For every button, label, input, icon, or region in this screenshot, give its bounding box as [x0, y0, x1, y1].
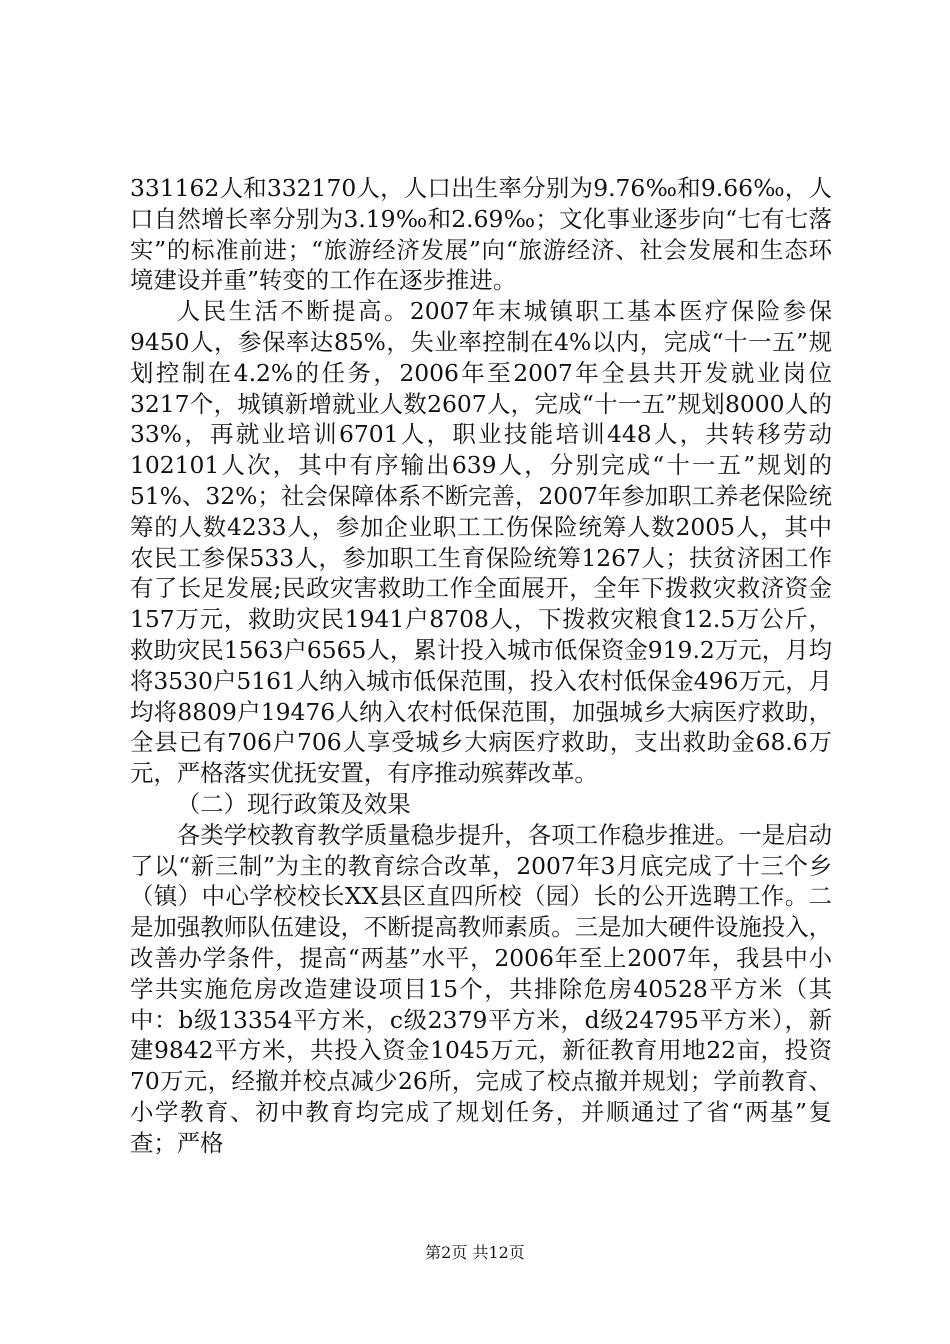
paragraph-population: 331162人和332170人，人口出生率分别为9.76‰和9.66‰，人口自然增长率分别为3.19‰和2.69‰；文化事业逐步向“七有七落实”的标准前进；“旅游经济发展”向“旅游经济、社会发展和生态环境建设并重”转变的工作在逐步推进。 — [130, 174, 832, 295]
page-number-label: 第2页 共12页 — [425, 1243, 525, 1262]
paragraph-living-standards: 人民生活不断提高。2007年末城镇职工基本医疗保险参保9450人，参保率达85%，失业率控制在4%以内，完成“十一五”规划控制在4.2%的任务，2006年至2007年全县共开发就业岗位3217个，城镇新增就业人数2607人，完成“十一五”规划8000人的33%，再就业培训6701人，职业技能培训448人，共转移劳动102101人次，其中有序输出639人，分别完成“十一五”规划的51%、32%；社会保障体系不断完善，2007年参加职工养老保险统筹的人数4233人，参加企业职工工伤保险统筹人数2005人，其中农民工参保533人，参加职工生育保险统筹1267人；扶贫济困工作有了长足发展;民政灾害救助工作全面展开，全年下拨救灾救济资金157万元，救助灾民1941户8708人，下拨救灾粮食12.5万公斤，救助灾民1563户6565人，累计投入城市低保资金919.2万元，月均将3530户5161人纳入城市低保范围，投入农村低保金496万元，月均将8809户19476人纳入农村低保范围，加强城乡大病医疗救助，全县已有706户706人享受城乡大病医疗救助，支出救助金68.6万元，严格落实优抚安置，有序推动殡葬改革。 — [130, 297, 832, 788]
page-footer — [0, 1243, 950, 1263]
document-body — [130, 173, 832, 1159]
section-heading: （二）现行政策及效果 — [176, 789, 411, 818]
paragraph-education: 各类学校教育教学质量稳步提升，各项工作稳步推进。一是启动了以“新三制”为主的教育综合改革，2007年3月底完成了十三个乡（镇）中心学校校长XX县区直四所校（园）长的公开选聘工作。二是加强教师队伍建设，不断提高教师素质。三是加大硬件设施投入，改善办学条件，提高“两基”水平，2006年至上2007年，我县中小学共实施危房改造建设项目15个，共排除危房40528平方米（其中：b级13354平方米，c级2379平方米，d级24795平方米），新建9842平方米，共投入资金1045万元，新征教育用地22亩，投资70万元，经撤并校点减少26所，完成了校点撤并规划；学前教育、小学教育、初中教育均完成了规划任务，并顺通过了省“两基”复查；严格 — [130, 820, 832, 1157]
